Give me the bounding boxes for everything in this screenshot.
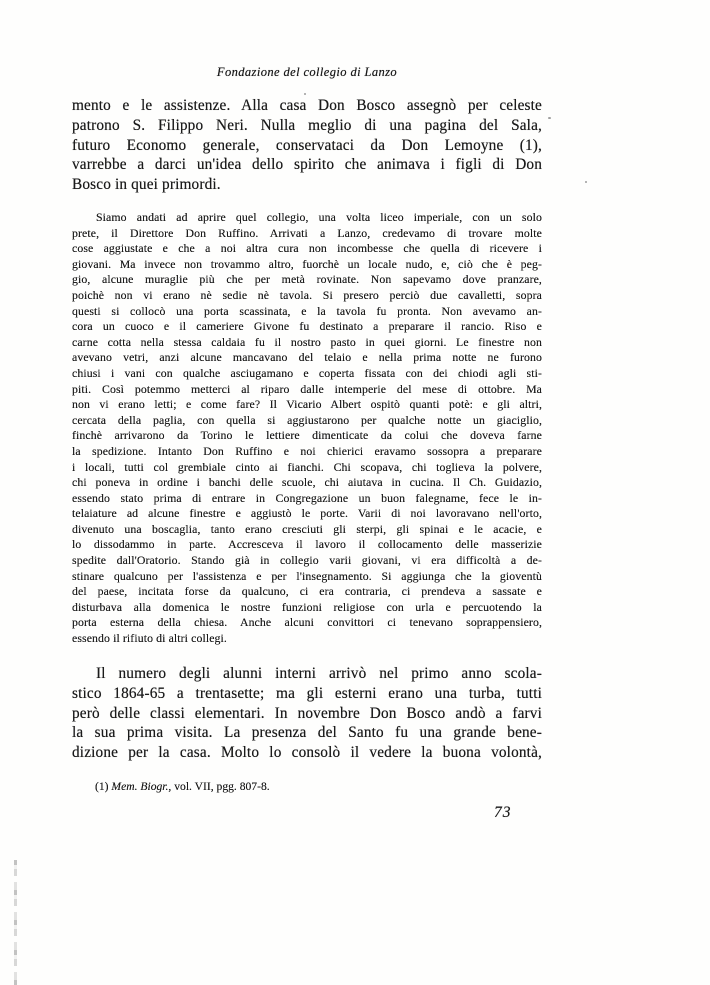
footnote-work-title: Mem. Biogr.,	[111, 780, 172, 793]
text-line: porta esterna della chiesa. Anche alcuni convittori ci tenevano soprappensiero,	[72, 615, 542, 630]
text-line: telaiature ad alcune finestre e aggiustò le porte. Varii di noi lavoravano nell'orto,	[72, 506, 542, 521]
text-line: lo dissodammo in parte. Accresceva il lavoro il collocamento delle masserizie	[72, 537, 542, 552]
text-line: carne cotta nella stessa caldaia fu il nostro pasto in quei giorni. Le finestre non	[72, 334, 542, 349]
text-line: essendo il rifiuto di altri collegi.	[72, 631, 227, 646]
text-line: spedite dall'Oratorio. Stando già in collegio varii giovani, vi era difficoltà a de-	[72, 553, 542, 568]
scan-artifact-line	[14, 860, 17, 985]
block-quote-sala-account	[72, 210, 542, 647]
paragraph-opening	[72, 96, 542, 195]
text-line: gio, alcune muraglie più che per metà rovinate. Non sapevamo dove pranzare,	[72, 272, 542, 287]
text-line: patrono S. Filippo Neri. Nulla meglio di una pagina del Sala,	[72, 116, 542, 134]
scan-speck	[304, 93, 306, 95]
footnote	[72, 780, 565, 794]
text-line: stico 1864-65 a trentasette; ma gli esterni erano una turba, tutti	[72, 684, 542, 702]
text-line: Bosco in quei primordi.	[72, 176, 221, 194]
footnote-marker: (1)	[95, 780, 112, 793]
text-line: del paese, incitata forse da qualcuno, ci era contraria, ci prendeva a sassate e	[72, 584, 542, 599]
text-line: la sua prima visita. La presenza del Santo fu una grande bene-	[72, 724, 542, 742]
text-line: chi poneva in ordine i banchi delle scuole, chi aiutava in cucina. Il Ch. Guidazio,	[72, 475, 542, 490]
text-line: varrebbe a darci un'idea dello spirito che animava i figli di Don	[72, 156, 542, 174]
text-line: avevano vetri, anzi alcune mancavano del telaio e nella prima notte ne furono	[72, 350, 542, 365]
text-line: questi si collocò una porta scassinata, e la tavola fu pronta. Non avevamo an-	[72, 303, 542, 318]
text-line: cora un cuoco e il cameriere Givone fu destinato a preparare il rancio. Riso e	[72, 319, 542, 334]
text-line: chiusi i vani con qualche asciugamano e coperta fissata con dei chiodi agli sti-	[72, 365, 542, 380]
text-line: la spedizione. Intanto Don Ruffino e noi chierici eravamo sossopra a preparare	[72, 443, 542, 458]
text-line: piti. Così potemmo metterci al riparo dalle intemperie del mese di ottobre. Ma	[72, 381, 542, 396]
text-line: divenuto una boscaglia, tanto erano cresciuti gli sterpi, gli spinai e le acacie, e	[72, 521, 542, 536]
text-line: dizione per la casa. Molto lo consolò il vedere la buona volontà,	[72, 744, 542, 762]
text-line: stinare qualcuno per l'assistenza e per l'insegnamento. Si aggiunga che la gioventù	[72, 568, 542, 583]
text-line: non vi erano letti; e come fare? Il Vicario Albert ospitò quanti potè: e gli altri,	[72, 397, 542, 412]
text-line: prete, il Direttore Don Ruffino. Arrivati a Lanzo, credevamo di trovare molte	[72, 225, 542, 240]
text-line: mento e le assistenze. Alla casa Don Bosco assegnò per celeste	[72, 97, 542, 114]
text-line: futuro Economo generale, conservataci da Don Lemoyne (1),	[72, 136, 542, 154]
scan-speck	[548, 117, 551, 119]
text-line: Il numero degli alunni interni arrivò nel primo anno scola-	[96, 665, 542, 682]
text-line: cercata della paglia, con quella si aggiustarono per qualche notte un giaciglio,	[72, 412, 542, 427]
scan-speck	[585, 181, 587, 183]
paragraph-alunni	[72, 664, 542, 763]
footnote-reference: vol. VII, pgg. 807-8.	[171, 780, 270, 793]
text-line: disturbava alla domenica le nostre funzioni religiose con urla e percuotendo la	[72, 599, 542, 614]
text-line: finchè arrivarono da Torino le lettiere dimenticate da colui che doveva farne	[72, 428, 542, 443]
text-line: poichè non vi erano nè sedie nè tavola. Si presero perciò due cavalletti, sopra	[72, 287, 542, 302]
text-line: i locali, tutti col grembiale cinto ai fianchi. Chi scopava, chi toglieva la polvere,	[72, 459, 542, 474]
text-line: Siamo andati ad aprire quel collegio, una volta liceo imperiale, con un solo	[96, 210, 542, 224]
text-line: però delle classi elementari. In novembre Don Bosco andò a farvi	[72, 704, 542, 722]
text-line: essendo stato prima di entrare in Congregazione un buon falegname, fece le in-	[72, 490, 542, 505]
text-line: giovani. Ma invece non trovammo altro, fuorchè un locale nudo, e, ciò che è peg-	[72, 256, 542, 271]
text-line: cose aggiustate e che a noi altra cura non incombesse che quella di ricevere i	[72, 241, 542, 256]
running-header: Fondazione del collegio di Lanzo	[216, 65, 398, 79]
page-number: 73	[494, 804, 512, 821]
